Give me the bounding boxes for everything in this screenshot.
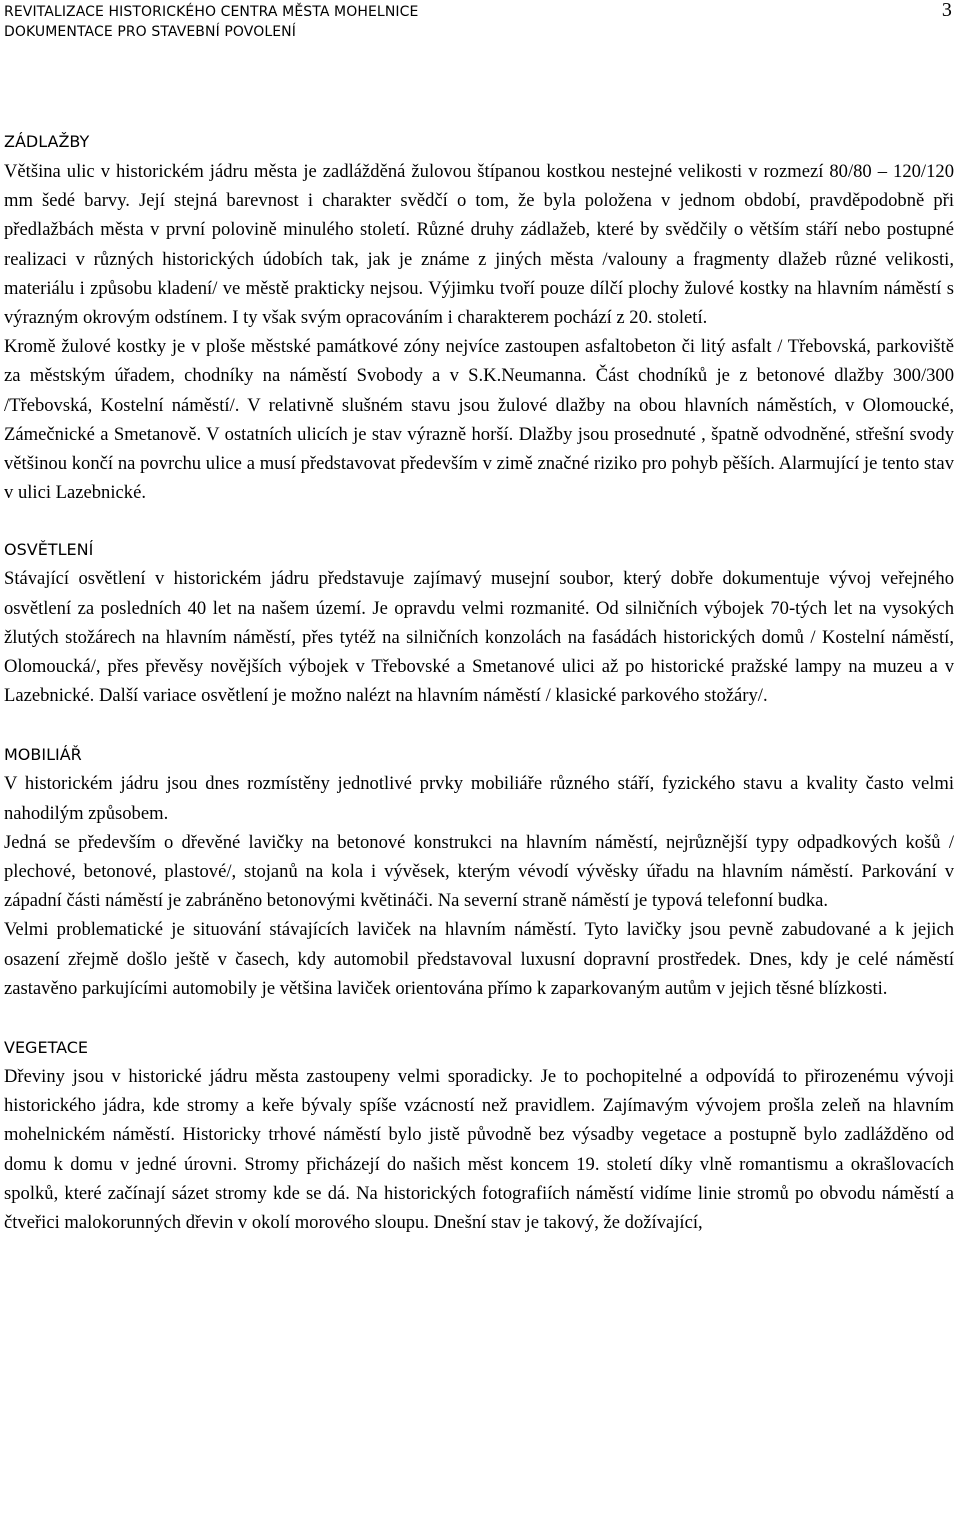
section-paragraph: Velmi problematické je situování stávajících laviček na hlavním náměstí. Tyto lavičky jsou pevně zabudované a k jejich osazení zřejmě došlo ještě v časech, kdy automobil představoval luxusní dopravní prostředek. Dnes, kdy je celé náměstí zastavěno parkujícími automobily je většina laviček orientována přímo k zaparkovaným autům v jejich těsné blízkosti. <box>4 919 954 999</box>
section-paragraph: Stávající osvětlení v historickém jádru představuje zajímavý musejní soubor, který dobře dokumentuje vývoj veřejného osvětlení za posledních 40 let na našem území. Je opravdu velmi rozmanité. Od silničních výbojek 70-tých let na vysokých žlutých stožárech na hlavním náměstí, přes tytéž na silničních konzolách na fasádách historických domů / Kostelní náměstí, Olomoucká/, přes převěsy novějších výbojek v Třebovské a Smetanové ulici až po historické pražské lampy na muzeu a v Lazebnické. Další variace osvětlení je možno nalézt na hlavním náměstí / klasické parkového stožáry/. <box>4 568 954 707</box>
section-vegetace <box>4 1038 954 1237</box>
section-paragraph: Většina ulic v historickém jádru města je zadlážděná žulovou štípanou kostkou nestejné velikosti v rozmezí 80/80 – 120/120 mm šedé barvy. Její stejná barevnost i charakter svědčí o tom, že byla položena v jednom období, pravděpodobně při předlažbách města v první polovině minulého století. Různé druhy zádlažeb, které by svědčily o větším stáří nebo postupné realizaci v různých historických údobích tak, jak je známe z jiných města /valouny a fragmenty dlažeb různé velikosti, materiálu i způsobu kladení/ ve městě prakticky nejsou. Výjimku tvoří pouze dílčí plochy žulové kostky na hlavním náměstí s výrazným okrovým odstínem. I ty však svým opracováním i charakterem pochází z 20. století. <box>4 161 954 329</box>
section-heading: VEGETACE <box>4 1038 89 1058</box>
header-document-type: DOKUMENTACE PRO STAVEBNÍ POVOLENÍ <box>4 24 296 40</box>
section-heading: ZÁDLAŽBY <box>4 132 90 151</box>
section-paragraph: Dřeviny jsou v historické jádru města zastoupeny velmi sporadicky. Je to pochopitelné a odpovídá to přirozenému vývoji historického jádra, kde stromy a keře bývaly spíše vzácností než pravidlem. Zajímavým vývojem prošla zeleň na hlavním mohelnickém náměstí. Historicky trhové náměstí bylo jistě původně bez výsadby vegetace a postupně bylo zadlážděno od domu k domu v jedné úrovni. Stromy přicházejí do našich měst koncem 19. století díky vlně romantismu a okrašlovacích spolků, které začínají sázet stromy kde se dá. Na historických fotografiích náměstí vidíme linie stromů po obvodu náměstí a čtveřici malokorunných dřevin v okolí morového sloupu. Dnešní stav je takový, že dožívající, <box>4 1066 954 1234</box>
page-number: 3 <box>941 0 952 21</box>
section-paragraph: V historickém jádru jsou dnes rozmístěny jednotlivé prvky mobiliáře různého stáří, fyzického stavu a kvality často velmi nahodilým způsobem. <box>4 773 954 824</box>
section-paragraph: Kromě žulové kostky je v ploše městské památkové zóny nejvíce zastoupen asfaltobeton či litý asfalt / Třebovská, parkoviště za městským úřadem, chodníky na náměstí Svobody a v S.K.Neumanna. Část chodníků je z betonové dlažby 300/300 /Třebovská, Kostelní náměstí/. V relativně slušném stavu jsou žulové dlažby na obou hlavních náměstích, v Olomoucké, Zámečnické a Smetanově. V ostatních ulicích je stav výrazně horší. Dlažby jsou prosednuté , špatně odvodněné, střešní svody většinou končí na povrchu ulice a musí představovat především v zimě značné riziko pro pohyb pěších. Alarmující je tento stav v ulici Lazebnické. <box>4 336 954 504</box>
section-mobiliar <box>4 745 954 1003</box>
section-osvetleni <box>4 540 954 710</box>
header-project-title: REVITALIZACE HISTORICKÉHO CENTRA MĚSTA MOHELNICE <box>4 4 419 20</box>
section-heading: MOBILIÁŘ <box>4 745 82 765</box>
section-zadlazby <box>4 132 954 507</box>
section-paragraph: Jedná se především o dřevěné lavičky na betonové konstrukci na hlavním náměstí, nejrůznější typy odpadkových košů / plechové, betonové, plastové/, stojanů na kola i vývěsek, kterým vévodí vývěsky úřadu na hlavním náměstí. Parkování v západní části náměstí je zabráněno betonovými květináči. Na severní straně náměstí je typová telefonní budka. <box>4 831 954 912</box>
page-header <box>4 0 954 46</box>
section-heading: OSVĚTLENÍ <box>4 540 94 560</box>
